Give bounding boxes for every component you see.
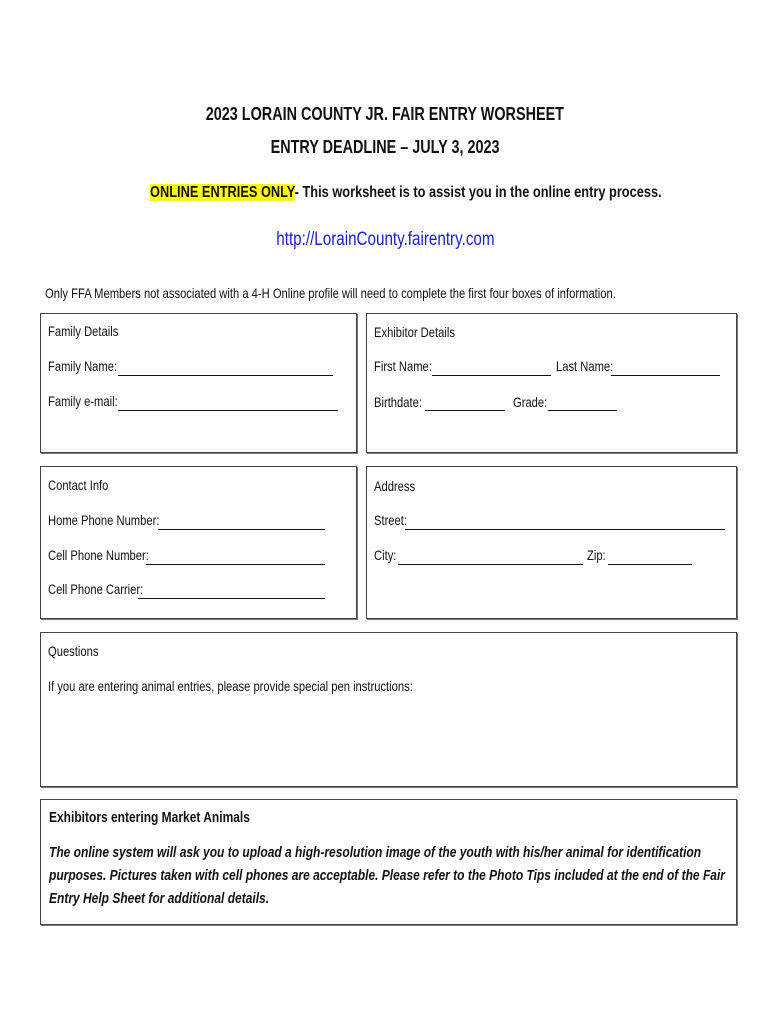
family-email-field[interactable]: [118, 410, 338, 411]
first-name-label: First Name:: [374, 358, 432, 374]
pen-instructions-prompt: If you are entering animal entries, please provide special pen instructions:: [48, 678, 413, 694]
entry-deadline: ENTRY DEADLINE – JULY 3, 2023: [270, 137, 500, 157]
last-name-label: Last Name:: [556, 358, 614, 374]
cell-phone-label: Cell Phone Number:: [48, 547, 149, 563]
street-field[interactable]: [405, 529, 725, 530]
city-field[interactable]: [398, 564, 583, 565]
family-details-heading: Family Details: [48, 323, 119, 339]
birthdate-field[interactable]: [425, 410, 505, 411]
fairentry-link[interactable]: http://LorainCounty.fairentry.com: [275, 229, 495, 250]
family-name-field[interactable]: [118, 375, 333, 376]
cell-carrier-label: Cell Phone Carrier:: [48, 581, 144, 597]
family-email-label: Family e-mail:: [48, 393, 118, 409]
city-label: City:: [374, 547, 397, 563]
ffa-note: Only FFA Members not associated with a 4-H Online profile will need to complete the first four boxes of information.: [45, 285, 616, 301]
worksheet-title: 2023 LORAIN COUNTY JR. FAIR ENTRY WORSHEET: [205, 104, 565, 124]
online-note: ONLINE ENTRIES ONLY- This worksheet is to assist you in the online entry process.: [150, 184, 662, 201]
home-phone-label: Home Phone Number:: [48, 512, 160, 528]
grade-label: Grade:: [513, 394, 548, 410]
cell-carrier-field[interactable]: [138, 598, 325, 599]
zip-label: Zip:: [587, 547, 606, 563]
questions-heading: Questions: [48, 643, 99, 659]
cell-phone-field[interactable]: [146, 564, 325, 565]
home-phone-field[interactable]: [158, 529, 325, 530]
birthdate-label: Birthdate:: [374, 394, 422, 410]
last-name-field[interactable]: [611, 375, 720, 376]
street-label: Street:: [374, 512, 407, 528]
zip-field[interactable]: [608, 564, 692, 565]
first-name-field[interactable]: [432, 375, 551, 376]
questions-box: [40, 632, 737, 787]
market-animals-heading: Exhibitors entering Market Animals: [49, 809, 250, 826]
contact-info-heading: Contact Info: [48, 477, 109, 493]
family-name-label: Family Name:: [48, 358, 118, 374]
online-only-highlight: ONLINE ENTRIES ONLY: [150, 184, 295, 201]
address-heading: Address: [374, 478, 416, 494]
exhibitor-details-heading: Exhibitor Details: [374, 324, 455, 340]
market-animals-text: The online system will ask you to upload a high-resolution image of the youth with his/her animal for identification purposes. Pictures taken with cell phones are acceptable. Please refer to the Photo Tips included at the end of the Fair Entry Help Sheet for additional details.: [49, 844, 725, 907]
grade-field[interactable]: [548, 410, 617, 411]
